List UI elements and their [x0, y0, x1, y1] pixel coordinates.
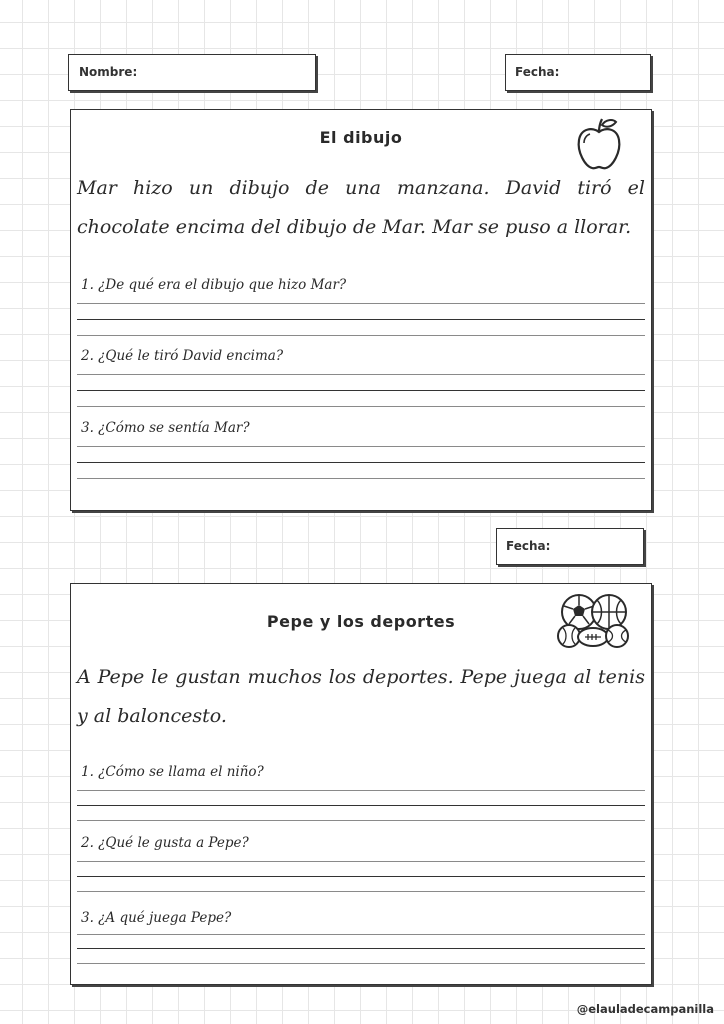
answer-line[interactable]	[77, 390, 645, 391]
answer-line[interactable]	[77, 861, 645, 862]
answer-line[interactable]	[77, 876, 645, 877]
card-title: El dibujo	[319, 128, 403, 147]
answer-line[interactable]	[77, 303, 645, 304]
date-field-top[interactable]	[505, 54, 651, 91]
sports-balls-icon	[553, 590, 635, 650]
answer-line[interactable]	[77, 374, 645, 375]
worksheet-card-1	[70, 109, 652, 511]
card-title: Pepe y los deportes	[266, 612, 456, 631]
apple-icon	[573, 116, 625, 174]
answer-line[interactable]	[77, 948, 645, 949]
answer-line[interactable]	[77, 790, 645, 791]
date-label: Fecha:	[515, 65, 560, 79]
date-label: Fecha:	[506, 539, 551, 553]
worksheet-card-2	[70, 583, 652, 985]
question-2: 2. ¿Qué le tiró David encima?	[81, 348, 284, 364]
answer-line[interactable]	[77, 446, 645, 447]
date-field-card-2[interactable]	[496, 528, 644, 565]
story-text: Mar hizo un dibujo de una manzana. David tiró el chocolate encima del dibujo de Mar. Mar se puso a llorar.	[77, 177, 645, 238]
name-label: Nombre:	[79, 65, 138, 79]
question-1: 1. ¿Cómo se llama el niño?	[81, 764, 264, 780]
question-1: 1. ¿De qué era el dibujo que hizo Mar?	[81, 277, 347, 293]
answer-line[interactable]	[77, 319, 645, 320]
answer-line[interactable]	[77, 478, 645, 479]
answer-line[interactable]	[77, 963, 645, 964]
question-3: 3. ¿A qué juega Pepe?	[81, 910, 232, 926]
answer-line[interactable]	[77, 335, 645, 336]
answer-line[interactable]	[77, 406, 645, 407]
answer-line[interactable]	[77, 805, 645, 806]
answer-line[interactable]	[77, 891, 645, 892]
answer-line[interactable]	[77, 462, 645, 463]
question-3: 3. ¿Cómo se sentía Mar?	[81, 420, 250, 436]
author-credit: @elauladecampanilla	[576, 1002, 714, 1016]
name-field[interactable]	[68, 54, 316, 91]
answer-line[interactable]	[77, 820, 645, 821]
answer-line[interactable]	[77, 934, 645, 935]
story-text: A Pepe le gustan muchos los deportes. Pepe juega al tenis y al baloncesto.	[77, 666, 645, 727]
question-2: 2. ¿Qué le gusta a Pepe?	[81, 835, 249, 851]
